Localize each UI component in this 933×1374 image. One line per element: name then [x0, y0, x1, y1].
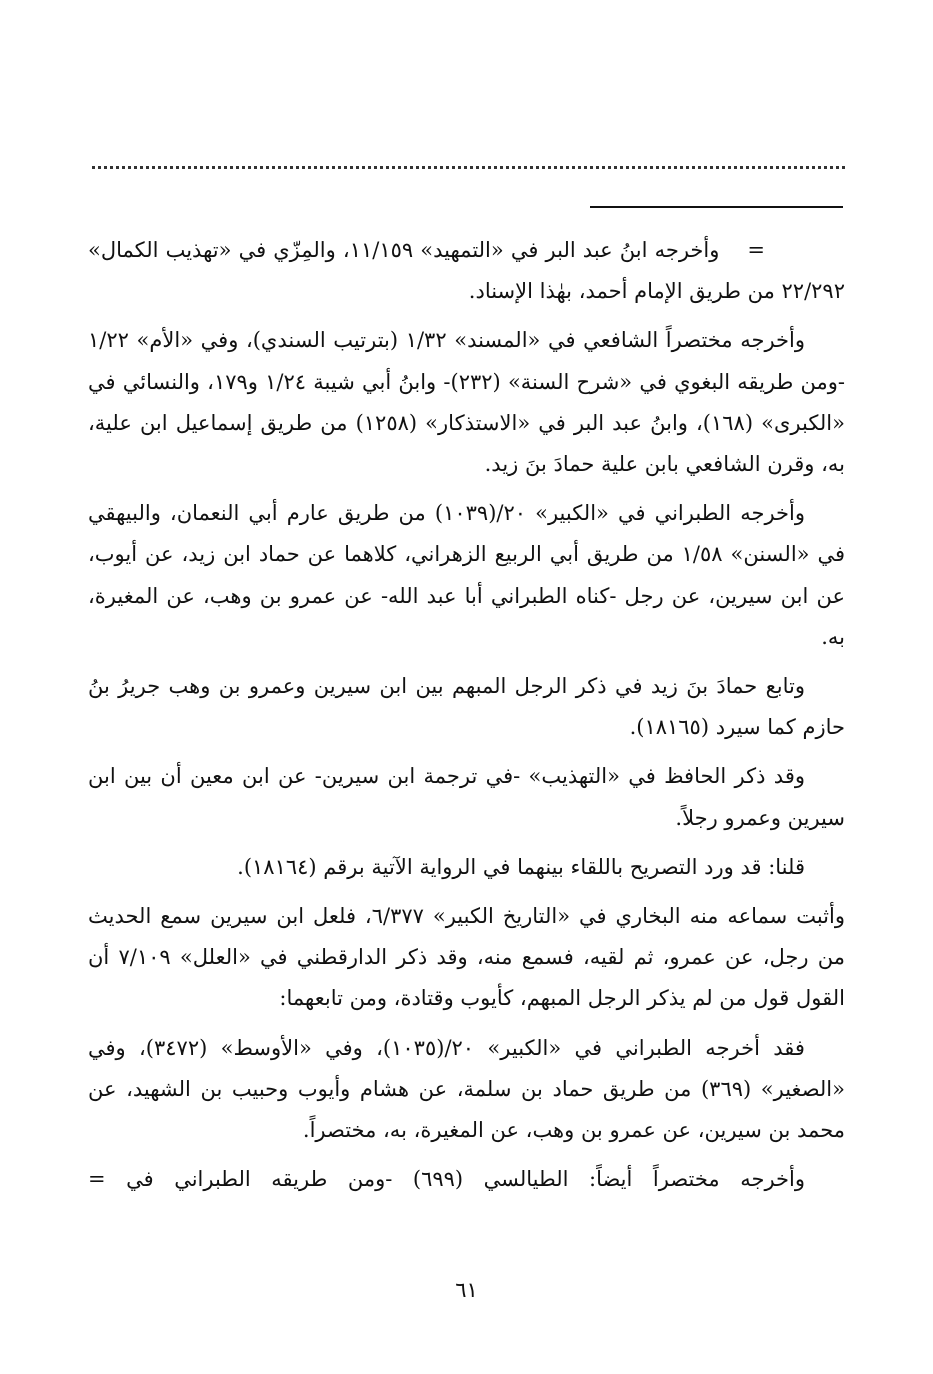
continuation-mark: =	[747, 238, 765, 262]
footnote-paragraph-6: قلنا: قد ورد التصريح باللقاء بينهما في الرواية الآتية برقم (١٨١٦٤).	[237, 854, 805, 879]
footnote-paragraph-8: فقد أخرجه الطبراني في «الكبير» ٢٠/(١٠٣٥)، وفي «الأوسط» (٣٤٧٢)، وفي «الصغير» (٣٦٩) من طريق حماد بن سلمة، عن هشام وأيوب وحبيب بن الشهيد، عن محمد بن سيرين، عن عمرو بن وهب، عن المغيرة، به، مختصراً.	[88, 1035, 845, 1143]
page-number: ٦١	[455, 1278, 478, 1302]
footnote-paragraph-4: وتابع حمادَ بنَ زيد في ذكر الرجل المبهم بين ابن سيرين وعمرو بن وهب جريرُ بنُ حازم كما سيرد (١٨١٦٥).	[88, 674, 845, 740]
footnote-separator-rule	[590, 206, 843, 208]
header-dotted-rule	[92, 166, 845, 169]
footnote-paragraph-1	[88, 230, 845, 312]
footnote-paragraph-3: وأخرجه الطبراني في «الكبير» ٢٠/(١٠٣٩) من طريق عارم أبي النعمان، والبيهقي في «السنن» ١/٥٨ من طريق أبي الربيع الزهراني، كلاهما عن حماد ابن زيد، عن أيوب، عن ابن سيرين، عن رجل -كناه الطبراني أبا عبد الله- عن عمرو بن وهب، عن المغيرة، به.	[88, 501, 845, 649]
footnote-paragraph-9: وأخرجه مختصراً أيضاً: الطيالسي (٦٩٩) -ومن طريقه الطبراني في =	[88, 1167, 805, 1192]
footnote-paragraph-2: وأخرجه مختصراً الشافعي في «المسند» ١/٣٢ (بترتيب السندي)، وفي «الأم» ١/٢٢ -ومن طريقه البغوي في «شرح السنة» (٢٣٢)- وابنُ أبي شيبة ١/٢٤ و١٧٩، والنسائي في «الكبرى» (١٦٨)، وابنُ عبد البر في «الاستذكار» (١٢٥٨) من طريق إسماعيل ابن علية، به، وقرن الشافعي بابن علية حمادَ بنَ زيد.	[88, 328, 845, 477]
footnote-paragraph-5: وقد ذكر الحافظ في «التهذيب» -في ترجمة ابن سيرين- عن ابن معين أن بين ابن سيرين وعمرو رجلاً.	[88, 764, 845, 830]
paragraph-text: وأخرجه ابنُ عبد البر في «التمهيد» ١١/١٥٩، والمِزّي في «تهذيب الكمال» ٢٢/٢٩٢ من طريق الإمام أحمد، بهٰذا الإسناد.	[88, 238, 845, 304]
footnote-body	[88, 230, 845, 1200]
footnote-paragraph-7: وأثبت سماعه منه البخاري في «التاريخ الكبير» ٦/٣٧٧، فلعل ابن سيرين سمع الحديث من رجل، عن عمرو، ثم لقيه، فسمع منه، وقد ذكر الدارقطني في «العلل» ٧/١٠٩ أن القول قول من لم يذكر الرجل المبهم، كأيوب وقتادة، ومن تابعهما:	[88, 904, 845, 1011]
